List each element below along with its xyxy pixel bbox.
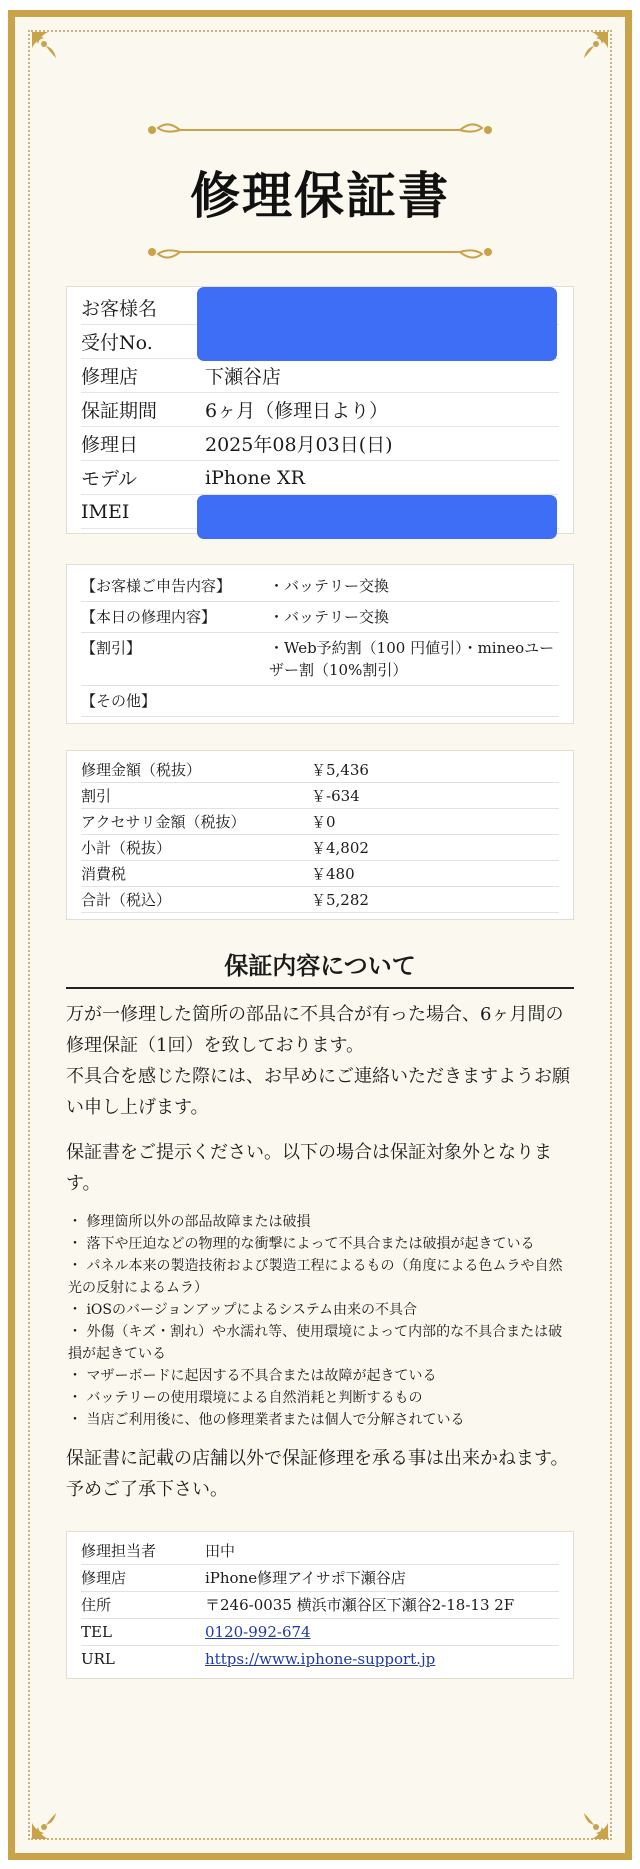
price-label: 消費税	[81, 865, 127, 883]
price-label: 合計（税込）	[81, 891, 172, 909]
warranty-heading: 保証内容について	[66, 946, 574, 989]
report-row	[81, 602, 559, 633]
price-row	[81, 835, 559, 861]
contact-row	[81, 1646, 559, 1672]
contact-label: 住所	[81, 1596, 112, 1614]
report-label: 【割引】	[81, 639, 142, 657]
price-label: アクセサリ金額（税抜）	[81, 813, 246, 831]
warranty-paragraph: 不具合を感じた際には、お早めにご連絡いただきますようお願い申し上げます。	[66, 1066, 570, 1118]
exclusion-list	[66, 1211, 574, 1431]
contact-value	[205, 1646, 559, 1672]
report-value: ・Web予約割（100 円値引）・mineoユーザー割（10%割引）	[269, 639, 555, 679]
price-value: ￥5,282	[311, 891, 369, 909]
price-value: ￥4,802	[311, 839, 369, 857]
info-label: お客様名	[81, 298, 158, 320]
report-label: 【本日の修理内容】	[81, 608, 217, 626]
info-label: 修理日	[81, 434, 139, 456]
price-label: 小計（税抜）	[81, 839, 172, 857]
price-breakdown-card	[66, 750, 574, 920]
redaction-mask	[197, 287, 557, 361]
info-row-warranty-period	[81, 393, 559, 427]
contact-row	[81, 1565, 559, 1592]
contact-value: 〒246-0035 横浜市瀬谷区下瀬谷2-18-13 2F	[205, 1596, 515, 1614]
customer-info-card	[66, 286, 574, 534]
info-label: 保証期間	[81, 400, 158, 422]
website-link[interactable]: https://www.iphone-support.jp	[205, 1650, 436, 1668]
list-item: ・ 修理箇所以外の部品故障または破損	[68, 1214, 311, 1230]
report-label: 【その他】	[81, 692, 157, 710]
contact-label: TEL	[81, 1623, 112, 1641]
contact-row	[81, 1538, 559, 1565]
contact-label: URL	[81, 1650, 115, 1668]
info-label: 修理店	[81, 366, 139, 388]
price-row	[81, 861, 559, 887]
contact-row	[81, 1619, 559, 1646]
price-label: 割引	[81, 787, 112, 805]
certificate-content	[66, 118, 574, 1679]
list-item: ・ 外傷（キズ・割れ）や水濡れ等、使用環境によって内部的な不具合または破損が起きている	[68, 1324, 563, 1362]
info-value: 2025年08月03日(日)	[205, 434, 393, 456]
price-row	[81, 783, 559, 809]
info-label: IMEI	[81, 500, 130, 523]
info-value: 6ヶ月（修理日より）	[205, 400, 389, 422]
warranty-paragraph: 万が一修理した箇所の部品に不具合が有った場合、6ヶ月間の修理保証（1回）を致しております。	[66, 1004, 564, 1056]
contact-value: iPhone修理アイサポ下瀬谷店	[205, 1569, 406, 1587]
title-ornament-icon	[140, 118, 500, 142]
report-value: ・バッテリー交換	[269, 577, 390, 595]
info-row-store	[81, 359, 559, 393]
price-row	[81, 757, 559, 783]
corner-ornament-icon	[570, 1801, 610, 1841]
list-item: ・ 当店ご利用後に、他の修理業者または個人で分解されている	[68, 1412, 465, 1428]
info-value: 下瀬谷店	[205, 366, 282, 388]
redaction-mask	[197, 495, 557, 539]
report-row	[81, 571, 559, 602]
list-item: ・ iOSのバージョンアップによるシステム由来の不具合	[68, 1302, 418, 1318]
contact-row	[81, 1592, 559, 1619]
price-value: ￥5,436	[311, 761, 369, 779]
warranty-paragraph: 保証書に記載の店舗以外で保証修理を承る事は出来かねます。予めご了承下さい。	[66, 1448, 569, 1500]
list-item: ・ パネル本来の製造技術および製造工程によるもの（角度による色ムラや自然光の反射によるムラ）	[68, 1258, 563, 1296]
info-row-repair-date	[81, 427, 559, 461]
report-row	[81, 633, 559, 686]
store-contact-card	[66, 1531, 574, 1679]
info-label: モデル	[81, 468, 138, 490]
report-label: 【お客様ご申告内容】	[81, 577, 232, 595]
contact-value	[205, 1619, 559, 1645]
corner-ornament-icon	[570, 30, 610, 70]
phone-link[interactable]: 0120-992-674	[205, 1623, 311, 1641]
corner-ornament-icon	[30, 30, 70, 70]
title-ornament-icon	[140, 240, 500, 264]
contact-value: 田中	[205, 1542, 236, 1560]
price-value: ￥-634	[311, 787, 360, 805]
price-value: ￥480	[311, 865, 355, 883]
price-row	[81, 887, 559, 913]
report-value	[269, 690, 559, 712]
contact-label: 修理店	[81, 1569, 127, 1587]
repair-report-card	[66, 564, 574, 724]
info-value: iPhone XR	[205, 466, 305, 489]
list-item: ・ バッテリーの使用環境による自然消耗と判断するもの	[68, 1390, 423, 1406]
page-title: 修理保証書	[190, 167, 450, 225]
list-item: ・ 落下や圧迫などの物理的な衝撃によって不具合または破損が起きている	[68, 1236, 535, 1252]
report-value: ・バッテリー交換	[269, 608, 390, 626]
price-row	[81, 809, 559, 835]
report-row	[81, 686, 559, 717]
warranty-paragraph: 保証書をご提示ください。以下の場合は保証対象外となります。	[66, 1142, 552, 1194]
list-item: ・ マザーボードに起因する不具合または故障が起きている	[68, 1368, 437, 1384]
corner-ornament-icon	[30, 1801, 70, 1841]
contact-label: 修理担当者	[81, 1542, 157, 1560]
price-value: ￥0	[311, 813, 336, 831]
info-row-model	[81, 461, 559, 495]
price-label: 修理金額（税抜）	[81, 761, 202, 779]
info-label: 受付No.	[81, 332, 153, 354]
